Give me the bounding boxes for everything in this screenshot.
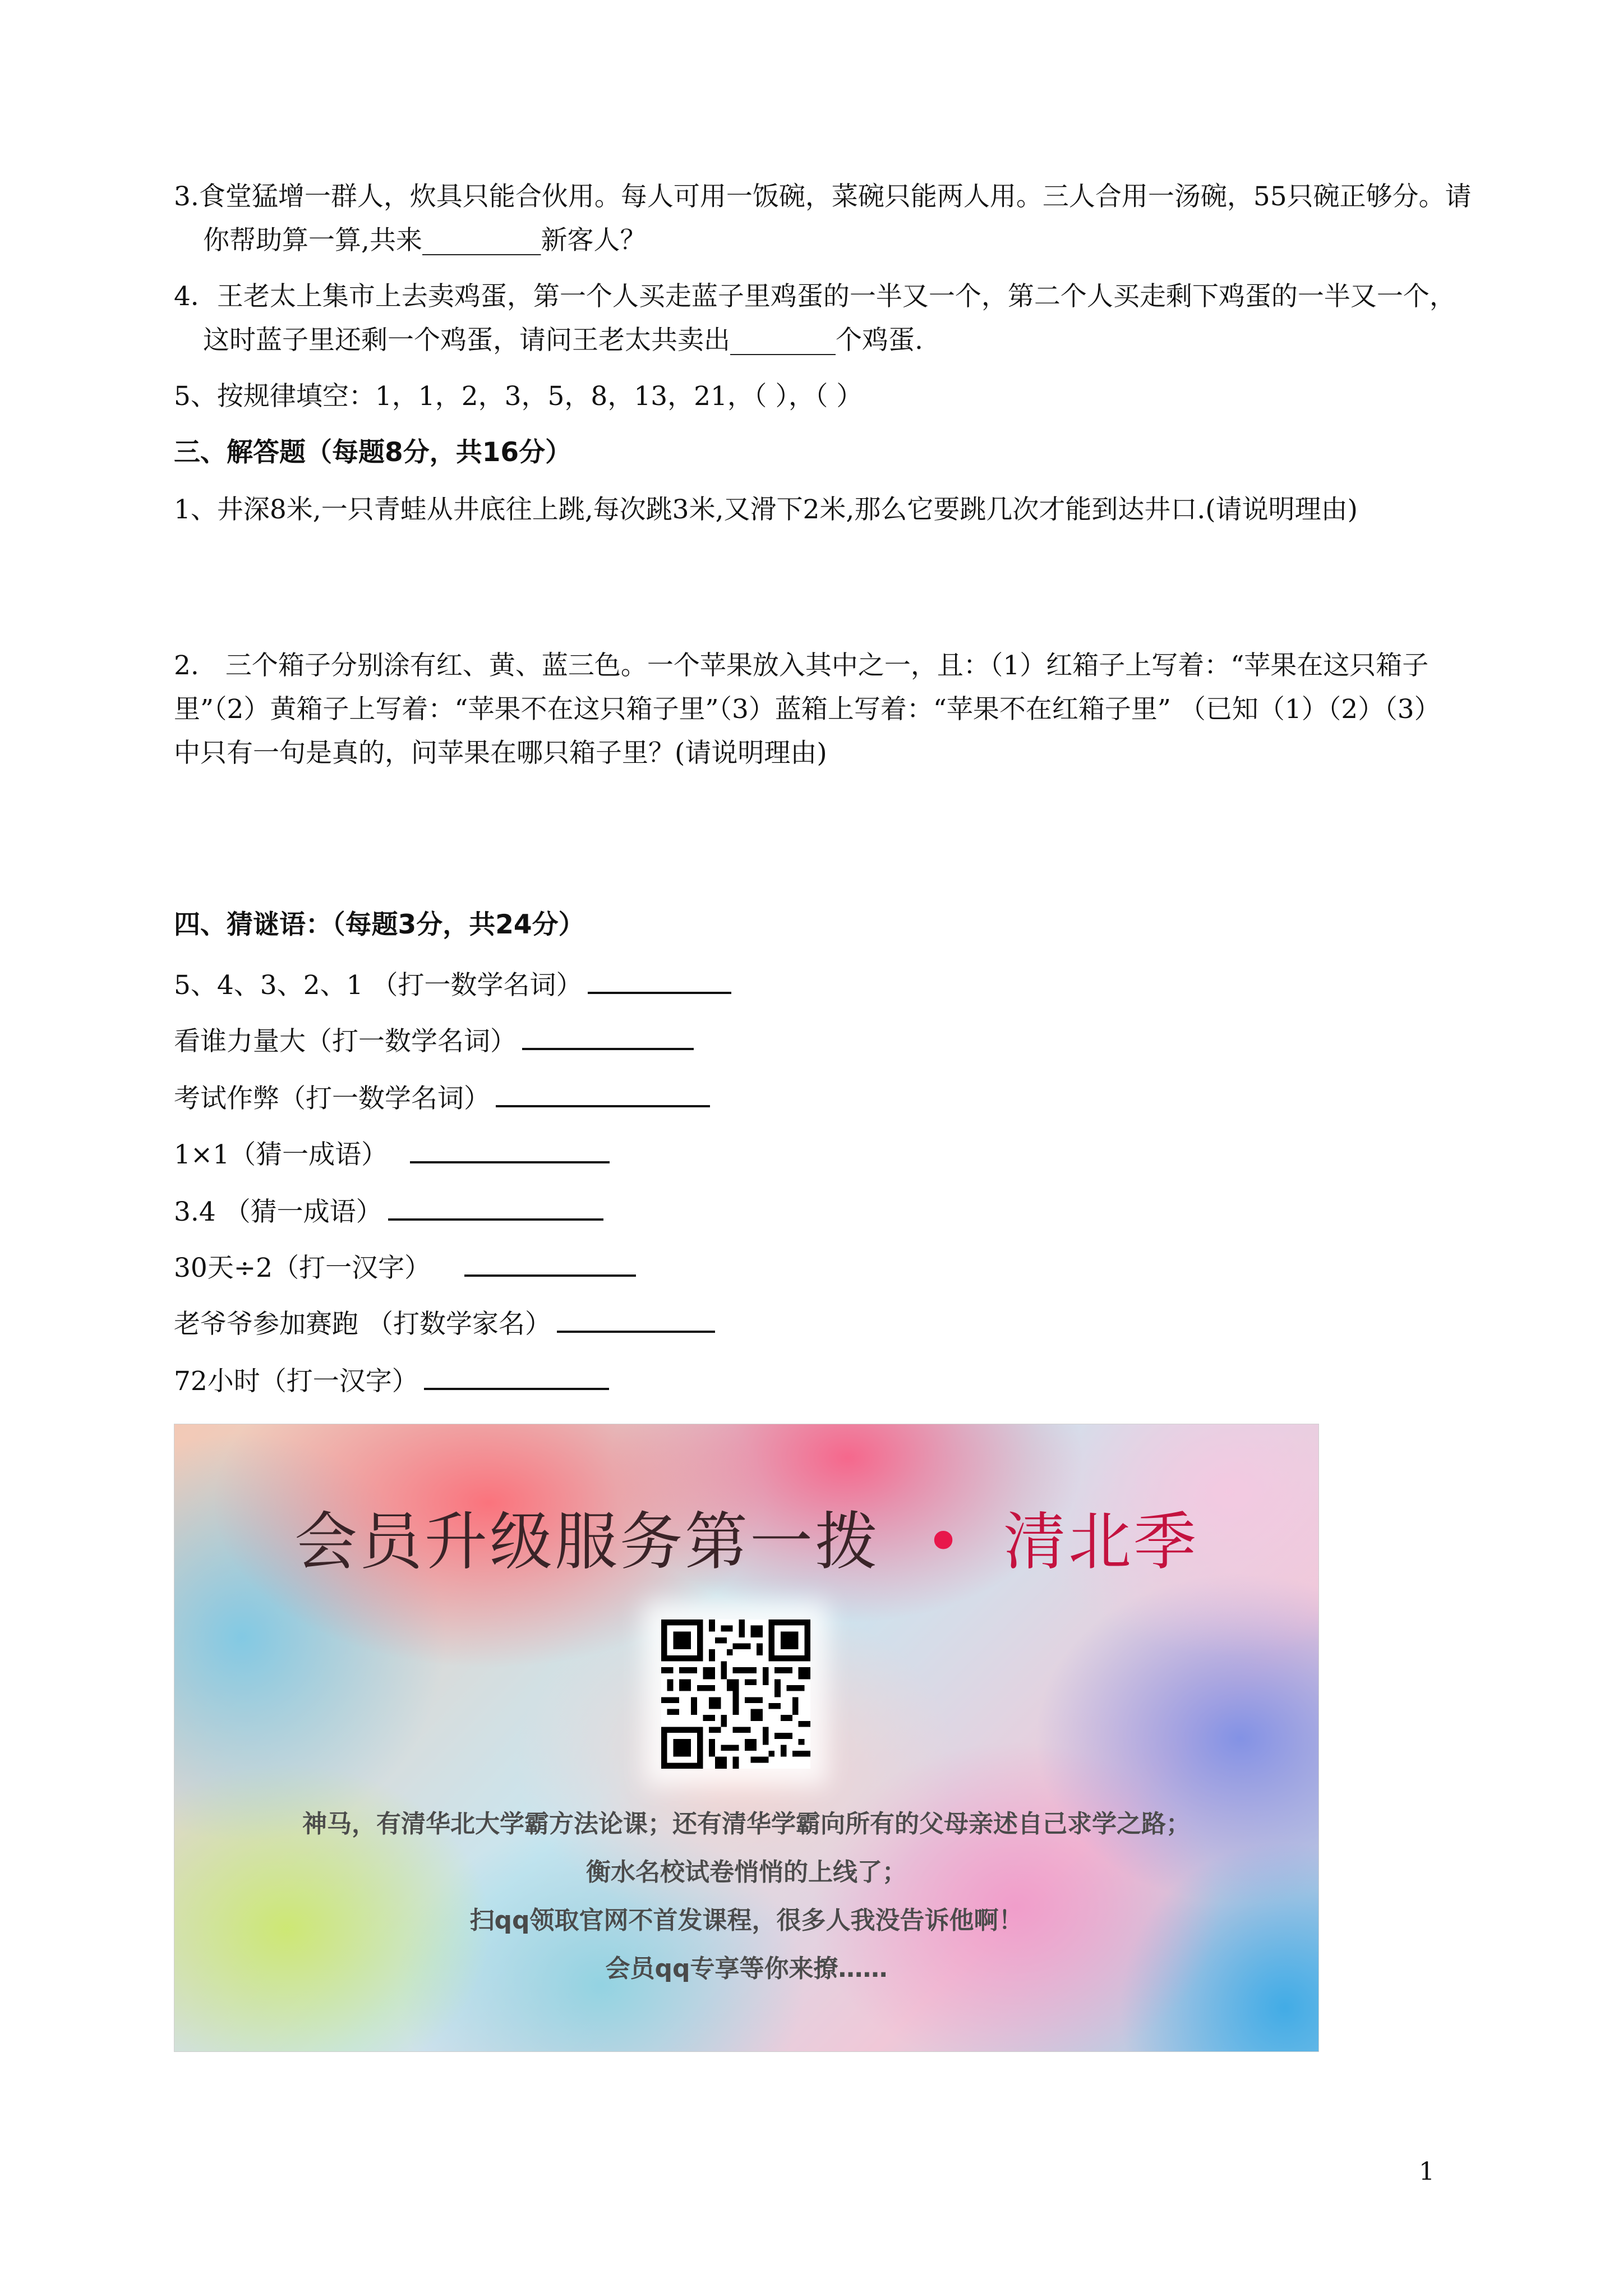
answer-blank[interactable] (424, 1361, 609, 1390)
banner-brand: 清北季 (1003, 1506, 1199, 1579)
riddle-item (174, 1134, 610, 1172)
riddle-text: 3.4 （猜一成语） (174, 1197, 382, 1227)
riddle-text: 老爷爷参加赛跑 （打数学家名） (174, 1309, 551, 1340)
riddle-item (174, 1248, 636, 1285)
section-3-heading: 三、解答题（每题8分，共16分） (174, 437, 572, 468)
solve-question-2: 2. 三个箱子分别涂有红、黄、蓝三色。一个苹果放入其中之一，且：（1）红箱子上写着：“苹果在这只箱子里”（2）黄箱子上写着：“苹果不在这只箱子里”（3）蓝箱上写着：“苹果不在红箱子里” （已知（1）（2）（3）中只有一句是真的，问苹果在哪只箱子里？(请说明理由) (174, 650, 1441, 769)
banner-title (174, 1492, 1318, 1582)
page-number: 1 (1419, 2157, 1435, 2186)
answer-blank[interactable] (388, 1191, 603, 1221)
promo-banner[interactable] (174, 1424, 1319, 2052)
riddle-text: 考试作弊（打一数学名词） (174, 1083, 490, 1114)
answer-blank[interactable] (464, 1248, 636, 1277)
solve-question-1: 1、井深8米,一只青蛙从井底往上跳,每次跳3米,又滑下2米,那么它要跳几次才能到达井口.(请说明理由) (174, 494, 1358, 525)
riddle-item (174, 965, 731, 1002)
riddle-item (174, 1078, 710, 1116)
answer-blank[interactable] (496, 1078, 710, 1107)
riddle-text: 72小时（打一汉字） (174, 1366, 418, 1397)
question-4: 4．王老太上集市上去卖鸡蛋，第一个人买走蓝子里鸡蛋的一半又一个，第二个人买走剩下鸡蛋的一半又一个，这时蓝子里还剩一个鸡蛋，请问王老太共卖出________个鸡蛋. (174, 281, 1456, 356)
qr-code-icon[interactable] (661, 1619, 810, 1769)
answer-blank[interactable] (557, 1304, 715, 1333)
banner-line: 会员qq专享等你来撩…… (605, 1954, 888, 1983)
banner-line: 神马，有清华北大学霸方法论课；还有清华学霸向所有的父母亲述自己求学之路； (302, 1810, 1191, 1838)
riddle-text: 看谁力量大（打一数学名词） (174, 1026, 517, 1057)
section-4-heading: 四、猜谜语：（每题3分，共24分） (174, 909, 585, 940)
banner-line: 扫qq领取官网不首发课程，很多人我没告诉他啊！ (469, 1906, 1023, 1935)
riddle-text: 1×1（猜一成语） (174, 1139, 388, 1170)
riddle-item (174, 1361, 609, 1398)
question-3: 3.食堂猛增一群人，炊具只能合伙用。每人可用一饭碗，菜碗只能两人用。三人合用一汤碗，55只碗正够分。请你帮助算一算,共来_________新客人？ (174, 181, 1472, 256)
banner-line: 衡水名校试卷悄悄的上线了； (586, 1858, 907, 1887)
qr-code-graphic (661, 1619, 810, 1769)
banner-title-main: 会员升级服务第一拨 (294, 1506, 880, 1579)
riddle-text: 30天÷2（打一汉字） (174, 1253, 431, 1283)
question-5: 5、按规律填空：1，1，2，3，5，8，13，21，（ ），（ ） (174, 381, 863, 412)
answer-blank[interactable] (410, 1134, 610, 1163)
riddle-item (174, 1021, 694, 1059)
answer-blank[interactable] (588, 965, 731, 994)
riddle-item (174, 1304, 715, 1341)
bullet-separator: • (924, 1506, 965, 1579)
answer-blank[interactable] (522, 1021, 694, 1050)
riddle-text: 5、4、3、2、1 （打一数学名词） (174, 970, 583, 1001)
riddle-item (174, 1191, 603, 1229)
